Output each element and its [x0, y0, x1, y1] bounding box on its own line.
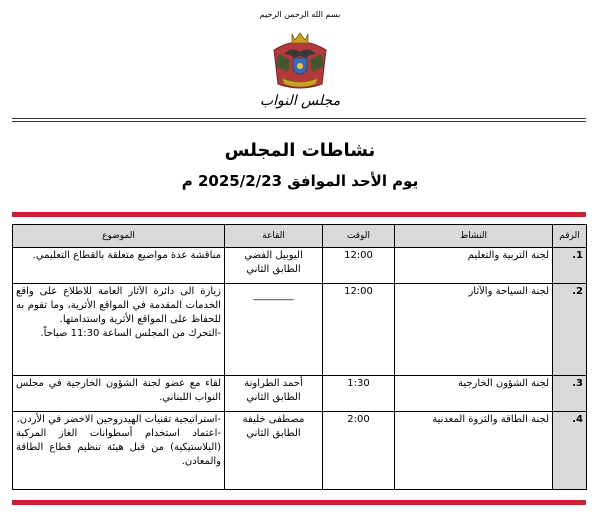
row-time: 2:00	[323, 412, 395, 490]
column-header-num: الرقم	[553, 225, 587, 248]
row-time: 1:30	[323, 376, 395, 412]
topic-line: لقاء مع عضو لجنة الشؤون الخارجية في مجلس النواب اللبناني.	[16, 378, 221, 403]
page-title: نشاطات المجلس	[224, 140, 376, 161]
row-number: 4.	[553, 412, 587, 490]
hall-floor: الطابق الثاني	[246, 392, 301, 403]
red-accent-bar	[12, 500, 586, 505]
hall-name: اليوبيل الفضي	[244, 250, 303, 261]
row-hall	[225, 412, 323, 490]
table-row	[13, 412, 587, 490]
topic-line: -التحرك من المجلس الساعة 11:30 صباحاً.	[40, 328, 221, 339]
row-activity: لجنة الطاقة والثروة المعدنية	[395, 412, 553, 490]
page-subtitle: يوم الأحد الموافق 2025/2/23 م	[181, 172, 419, 190]
hall-floor: الطابق الثاني	[246, 264, 301, 275]
table-row	[13, 248, 587, 284]
row-topic	[13, 412, 225, 490]
row-number: 3.	[553, 376, 587, 412]
jordan-coat-of-arms-icon	[268, 30, 332, 92]
row-time: 12:00	[323, 284, 395, 376]
topic-line: -اعتماد استخدام أسطوانات الغاز المركبة (البلاستيكية) من قبل هيئة تنظيم قطاع الطاقة والمعادن.	[16, 428, 221, 467]
row-number: 2.	[553, 284, 587, 376]
column-header-hall: القاعة	[225, 225, 323, 248]
red-accent-bar	[12, 212, 586, 217]
row-topic	[13, 284, 225, 376]
column-header-activity: النشاط	[395, 225, 553, 248]
activities-table	[12, 224, 587, 490]
basmala: بسم الله الرحمن الرحيم	[259, 10, 341, 19]
row-activity: لجنة السياحة والآثار	[395, 284, 553, 376]
divider-line	[12, 121, 586, 122]
column-header-topic: الموضوع	[13, 225, 225, 248]
table-header-row	[13, 225, 587, 248]
row-hall	[225, 376, 323, 412]
topic-line: -استراتيجية تقنيات الهيدروجين الاخضر في الأردن.	[16, 414, 221, 425]
row-number: 1.	[553, 248, 587, 284]
table-row	[13, 284, 587, 376]
row-hall	[225, 284, 323, 376]
topic-line: مناقشة عدة مواضيع متعلقة بالقطاع التعليمي.	[32, 250, 221, 261]
hall-floor: الطابق الثاني	[246, 428, 301, 439]
row-topic	[13, 248, 225, 284]
hall-empty-placeholder: ________	[253, 290, 294, 301]
hall-name: مصطفى خليفة	[242, 414, 305, 425]
hall-name: أحمد الطراونة	[244, 378, 303, 389]
row-activity: لجنة التربية والتعليم	[395, 248, 553, 284]
row-activity: لجنة الشؤون الخارجية	[395, 376, 553, 412]
topic-line: زيارة الى دائرة الآثار العامة للاطلاع على واقع الخدمات المقدمة في المواقع الأثرية، وما تقوم به للحفاظ على المواقع الأثرية واستدامتها.	[16, 286, 221, 325]
row-hall	[225, 248, 323, 284]
row-time: 12:00	[323, 248, 395, 284]
table-row	[13, 376, 587, 412]
column-header-time: الوقت	[323, 225, 395, 248]
council-name: مجلس النواب	[259, 93, 341, 109]
divider-line	[12, 118, 586, 119]
row-topic	[13, 376, 225, 412]
